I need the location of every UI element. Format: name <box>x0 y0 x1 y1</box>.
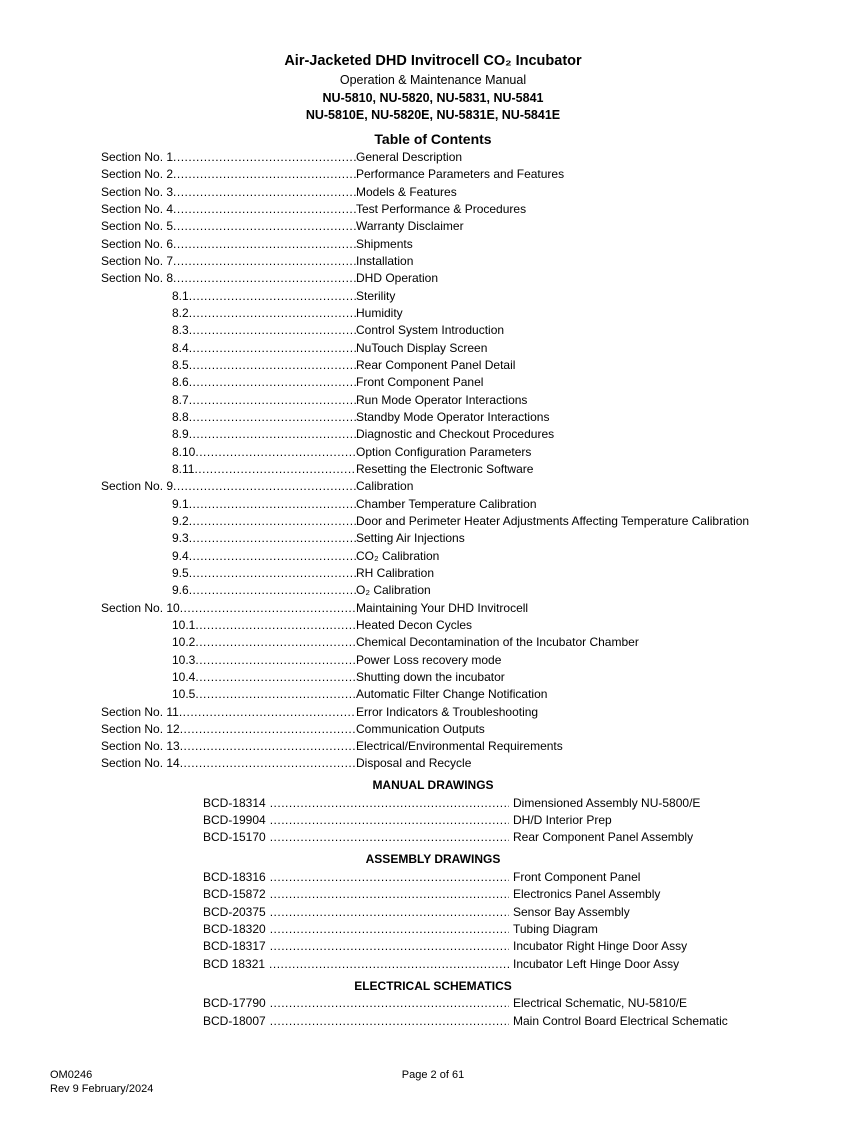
drawing-leader <box>203 829 509 846</box>
drawing-title: Main Control Board Electrical Schematic <box>513 1013 728 1028</box>
dot-leader <box>189 426 356 443</box>
toc-entry[interactable] <box>101 461 821 478</box>
drawing-entry[interactable] <box>203 886 803 903</box>
dot-leader <box>269 956 509 973</box>
toc-entry[interactable] <box>101 755 821 772</box>
drawing-leader <box>203 921 509 938</box>
toc-entry-number: 8.9 <box>172 427 189 442</box>
toc-leader <box>101 721 356 738</box>
toc-entry[interactable] <box>101 253 821 270</box>
toc-entry-title: DHD Operation <box>356 271 439 286</box>
toc-entry-number: Section No. 7 <box>101 253 174 268</box>
dot-leader <box>189 392 356 409</box>
toc-entry[interactable] <box>101 149 821 166</box>
drawing-title: Incubator Left Hinge Door Assy <box>513 956 680 971</box>
toc-leader <box>101 253 356 270</box>
drawing-code: BCD-18317 <box>203 939 266 954</box>
toc-entry-number: 8.10 <box>172 444 196 459</box>
dot-leader <box>270 1013 509 1030</box>
toc-entry-number: 8.11 <box>172 461 195 476</box>
toc-entry-title: Calibration <box>356 479 414 494</box>
dot-leader <box>173 236 356 253</box>
toc-entry-number: Section No. 6 <box>101 236 174 251</box>
toc-entry[interactable] <box>101 652 821 669</box>
toc-leader <box>101 600 356 617</box>
toc-leader <box>101 444 356 461</box>
dot-leader <box>189 357 356 374</box>
drawing-entry[interactable] <box>203 995 803 1012</box>
drawing-leader <box>203 904 509 921</box>
toc-entry-number: 9.4 <box>172 548 189 563</box>
dot-leader <box>189 409 356 426</box>
toc-entry-title: Diagnostic and Checkout Procedures <box>356 427 555 442</box>
toc-entry-number: 10.2 <box>172 635 196 650</box>
drawing-code: BCD-18007 <box>203 1013 266 1028</box>
drawing-entry[interactable] <box>203 921 803 938</box>
toc-leader <box>101 565 356 582</box>
drawing-code: BCD-17790 <box>203 996 266 1011</box>
dot-leader <box>270 886 509 903</box>
toc-entry-title: Shipments <box>356 236 413 251</box>
toc-entry-number: 9.5 <box>172 565 189 580</box>
drawing-title: Front Component Panel <box>513 869 641 884</box>
toc-entry[interactable] <box>101 669 821 686</box>
drawings-group <box>203 869 803 973</box>
drawing-title: Rear Component Panel Assembly <box>513 830 694 845</box>
toc-leader <box>101 530 356 547</box>
toc-leader <box>101 201 356 218</box>
dot-leader <box>270 938 509 955</box>
toc-entry[interactable] <box>101 530 821 547</box>
toc-entry[interactable] <box>101 444 821 461</box>
toc-entry[interactable] <box>101 600 821 617</box>
toc-leader <box>101 704 356 721</box>
toc-entry-number: 8.6 <box>172 375 189 390</box>
toc-leader <box>101 374 356 391</box>
toc-entry-number: Section No. 5 <box>101 219 174 234</box>
dot-leader <box>195 686 356 703</box>
toc-entry-number: Section No. 1 <box>101 150 174 164</box>
drawing-leader <box>203 956 509 973</box>
toc-entry-number: 8.5 <box>172 357 189 372</box>
toc-entry-title: Electrical/Environmental Requirements <box>356 739 563 754</box>
dot-leader <box>189 548 356 565</box>
dot-leader <box>189 374 356 391</box>
toc-entry-title: Models & Features <box>356 184 457 199</box>
toc-entry-number: Section No. 13 <box>101 739 180 754</box>
toc-entry[interactable] <box>101 409 821 426</box>
toc-leader <box>101 669 356 686</box>
toc-entry-title: Resetting the Electronic Software <box>356 461 534 476</box>
drawing-code: BCD-20375 <box>203 904 266 919</box>
dot-leader <box>189 565 356 582</box>
document-title: Air-Jacketed DHD Invitrocell CO₂ Incubator <box>284 53 582 69</box>
drawing-title: Electrical Schematic, NU-5810/E <box>513 996 688 1011</box>
toc-leader <box>101 652 356 669</box>
revision: Rev 9 February/2024 <box>50 1083 154 1095</box>
drawing-entry[interactable] <box>203 904 803 921</box>
toc-entry-title: Door and Perimeter Heater Adjustments Affecting Temperature Calibration <box>356 513 750 528</box>
toc-leader <box>101 461 356 478</box>
table-of-contents <box>101 149 821 773</box>
toc-entry[interactable] <box>101 392 821 409</box>
toc-leader <box>101 686 356 703</box>
toc-entry-title: Chamber Temperature Calibration <box>356 496 537 511</box>
dot-leader <box>189 322 356 339</box>
toc-entry-title: Power Loss recovery mode <box>356 652 502 667</box>
toc-entry-title: Humidity <box>356 305 403 320</box>
toc-entry[interactable] <box>101 270 821 287</box>
model-list-1: NU-5810, NU-5820, NU-5831, NU-5841 <box>322 91 544 105</box>
drawing-leader <box>203 869 509 886</box>
toc-leader <box>101 634 356 651</box>
dot-leader <box>173 149 356 166</box>
toc-entry-number: 8.3 <box>172 323 189 338</box>
drawings-group <box>203 995 803 1030</box>
drawing-code: BCD-18320 <box>203 921 266 936</box>
drawing-entry[interactable] <box>203 956 803 973</box>
dot-leader <box>173 166 356 183</box>
dot-leader <box>180 721 356 738</box>
toc-entry-number: 9.6 <box>172 583 189 598</box>
toc-entry-number: 9.2 <box>172 513 189 528</box>
toc-entry[interactable] <box>101 548 821 565</box>
drawing-title: Dimensioned Assembly NU-5800/E <box>513 795 701 810</box>
toc-entry-title: Maintaining Your DHD Invitrocell <box>356 600 529 615</box>
toc-leader <box>101 340 356 357</box>
dot-leader <box>195 444 356 461</box>
toc-entry[interactable] <box>101 288 821 305</box>
toc-leader <box>101 426 356 443</box>
drawings-group <box>203 795 803 847</box>
toc-entry-title: Front Component Panel <box>356 375 484 390</box>
toc-entry-title: RH Calibration <box>356 565 435 580</box>
toc-entry[interactable] <box>101 166 821 183</box>
toc-leader <box>101 218 356 235</box>
toc-leader <box>101 582 356 599</box>
toc-entry-title: Automatic Filter Change Notification <box>356 687 548 702</box>
document-subtitle: Operation & Maintenance Manual <box>339 73 527 87</box>
toc-leader <box>101 288 356 305</box>
dot-leader <box>189 513 356 530</box>
drawing-leader <box>203 795 509 812</box>
toc-entry[interactable] <box>101 478 821 495</box>
drawing-entry[interactable] <box>203 869 803 886</box>
dot-leader <box>179 704 356 721</box>
dot-leader <box>189 496 356 513</box>
toc-entry[interactable] <box>101 357 821 374</box>
toc-entry-title: Run Mode Operator Interactions <box>356 392 528 407</box>
toc-entry-number: 10.5 <box>172 687 196 702</box>
toc-entry[interactable] <box>101 738 821 755</box>
drawing-code: BCD-15170 <box>203 830 266 845</box>
toc-entry-number: 9.1 <box>172 496 189 511</box>
toc-entry[interactable] <box>101 236 821 253</box>
drawing-title: Incubator Right Hinge Door Assy <box>513 939 688 954</box>
toc-entry-number: Section No. 8 <box>101 271 174 286</box>
toc-entry[interactable] <box>101 617 821 634</box>
toc-entry-number: Section No. 10 <box>101 600 180 615</box>
toc-entry-title: Shutting down the incubator <box>356 669 505 684</box>
toc-leader <box>101 755 356 772</box>
dot-leader <box>173 184 356 201</box>
dot-leader <box>195 669 356 686</box>
toc-entry-title: Disposal and Recycle <box>356 756 472 771</box>
drawings-section-heading: MANUAL DRAWINGS <box>372 778 494 792</box>
drawing-leader <box>203 1013 509 1030</box>
toc-entry[interactable] <box>101 513 821 530</box>
toc-entry-title: Rear Component Panel Detail <box>356 357 516 372</box>
drawing-code: BCD-19904 <box>203 812 266 827</box>
toc-leader <box>101 270 356 287</box>
toc-entry[interactable] <box>101 686 821 703</box>
drawing-code: BCD-15872 <box>203 887 266 902</box>
toc-entry-number: Section No. 2 <box>101 167 174 182</box>
toc-entry-number: Section No. 12 <box>101 721 180 736</box>
toc-leader <box>101 496 356 513</box>
dot-leader <box>270 869 509 886</box>
drawing-entry[interactable] <box>203 795 803 812</box>
toc-entry-title: NuTouch Display Screen <box>356 340 488 355</box>
toc-entry-title: Option Configuration Parameters <box>356 444 532 459</box>
doc-number: OM0246 <box>50 1069 93 1081</box>
toc-entry-number: 8.4 <box>172 340 189 355</box>
toc-entry-title: Warranty Disclaimer <box>356 219 464 234</box>
drawing-leader <box>203 886 509 903</box>
drawings-section-heading: ASSEMBLY DRAWINGS <box>365 852 501 867</box>
toc-entry-title: Communication Outputs <box>356 721 485 736</box>
toc-entry-title: Setting Air Injections <box>356 531 465 546</box>
dot-leader <box>189 340 356 357</box>
drawing-entry[interactable] <box>203 829 803 846</box>
dot-leader <box>270 829 509 846</box>
toc-entry-title: Installation <box>356 253 414 268</box>
toc-leader <box>101 617 356 634</box>
toc-entry[interactable] <box>101 374 821 391</box>
toc-leader <box>101 236 356 253</box>
toc-entry[interactable] <box>101 218 821 235</box>
toc-entry-number: 10.4 <box>172 669 196 684</box>
drawing-title: Electronics Panel Assembly <box>513 887 661 902</box>
dot-leader <box>270 904 509 921</box>
dot-leader <box>173 270 356 287</box>
toc-entry[interactable] <box>101 496 821 513</box>
toc-entry-title: O₂ Calibration <box>356 583 431 598</box>
dot-leader <box>270 995 509 1012</box>
toc-leader <box>101 357 356 374</box>
toc-entry-title: Sterility <box>356 288 396 303</box>
dot-leader <box>189 582 356 599</box>
drawing-title: Tubing Diagram <box>513 921 598 936</box>
toc-entry[interactable] <box>101 565 821 582</box>
dot-leader <box>173 478 356 495</box>
toc-entry-title: Control System Introduction <box>356 323 505 338</box>
toc-leader <box>101 184 356 201</box>
dot-leader <box>195 617 356 634</box>
toc-entry-title: Heated Decon Cycles <box>356 617 473 632</box>
toc-entry[interactable] <box>101 305 821 322</box>
drawing-title: DH/D Interior Prep <box>513 812 612 827</box>
toc-entry[interactable] <box>101 184 821 201</box>
toc-entry-number: 10.3 <box>172 652 196 667</box>
dot-leader <box>195 652 356 669</box>
drawing-leader <box>203 812 509 829</box>
dot-leader <box>270 812 509 829</box>
toc-entry-number: Section No. 14 <box>101 756 180 771</box>
dot-leader <box>195 634 356 651</box>
toc-leader <box>101 305 356 322</box>
toc-entry-title: CO₂ Calibration <box>356 548 440 563</box>
drawing-leader <box>203 995 509 1012</box>
toc-entry-title: Error Indicators & Troubleshooting <box>356 704 539 719</box>
toc-entry-number: 8.2 <box>172 305 189 320</box>
dot-leader <box>180 755 356 772</box>
dot-leader <box>180 738 356 755</box>
toc-leader <box>101 166 356 183</box>
drawing-code: BCD-18314 <box>203 795 266 810</box>
toc-entry[interactable] <box>101 201 821 218</box>
toc-leader <box>101 548 356 565</box>
dot-leader <box>189 530 356 547</box>
drawing-code: BCD 18321 <box>203 956 266 971</box>
toc-entry[interactable] <box>101 582 821 599</box>
dot-leader <box>194 461 356 478</box>
model-list-2: NU-5810E, NU-5820E, NU-5831E, NU-5841E <box>305 108 561 122</box>
dot-leader <box>173 253 356 270</box>
toc-entry[interactable] <box>101 704 821 721</box>
toc-entry-title: Test Performance & Procedures <box>356 201 527 216</box>
drawing-entry[interactable] <box>203 938 803 955</box>
toc-entry-number: 8.7 <box>172 392 189 407</box>
toc-entry-title: Chemical Decontamination of the Incubator Chamber <box>356 635 639 650</box>
toc-entry[interactable] <box>101 634 821 651</box>
drawing-leader <box>203 938 509 955</box>
toc-entry[interactable] <box>101 426 821 443</box>
dot-leader <box>270 921 509 938</box>
dot-leader <box>189 305 356 322</box>
toc-entry-title: Performance Parameters and Features <box>356 167 565 182</box>
toc-entry-number: 10.1 <box>172 617 196 632</box>
drawing-title: Sensor Bay Assembly <box>513 904 630 919</box>
toc-heading: Table of Contents <box>374 131 492 147</box>
page-number: Page 2 of 61 <box>401 1069 465 1081</box>
toc-entry[interactable] <box>101 721 821 738</box>
toc-entry-number: 8.1 <box>172 288 189 303</box>
dot-leader <box>180 600 356 617</box>
toc-entry-number: Section No. 4 <box>101 201 174 216</box>
toc-entry-number: 9.3 <box>172 531 189 546</box>
toc-entry-number: Section No. 9 <box>101 479 174 494</box>
toc-leader <box>101 738 356 755</box>
drawing-code: BCD-18316 <box>203 869 266 884</box>
toc-entry-title: General Description <box>356 150 463 164</box>
drawings-section-heading: ELECTRICAL SCHEMATICS <box>354 978 512 993</box>
toc-leader <box>101 409 356 426</box>
toc-leader <box>101 392 356 409</box>
toc-entry-number: Section No. 3 <box>101 184 174 199</box>
toc-leader <box>101 322 356 339</box>
dot-leader <box>173 201 356 218</box>
dot-leader <box>270 795 509 812</box>
dot-leader <box>189 288 356 305</box>
toc-entry-number: 8.8 <box>172 409 189 424</box>
toc-entry-number: Section No. 11 <box>101 704 179 719</box>
toc-leader <box>101 149 356 166</box>
toc-entry[interactable] <box>101 322 821 339</box>
toc-leader <box>101 478 356 495</box>
toc-leader <box>101 513 356 530</box>
drawing-entry[interactable] <box>203 812 803 829</box>
toc-entry[interactable] <box>101 340 821 357</box>
dot-leader <box>173 218 356 235</box>
toc-entry-title: Standby Mode Operator Interactions <box>356 409 550 424</box>
drawing-entry[interactable] <box>203 1013 803 1030</box>
